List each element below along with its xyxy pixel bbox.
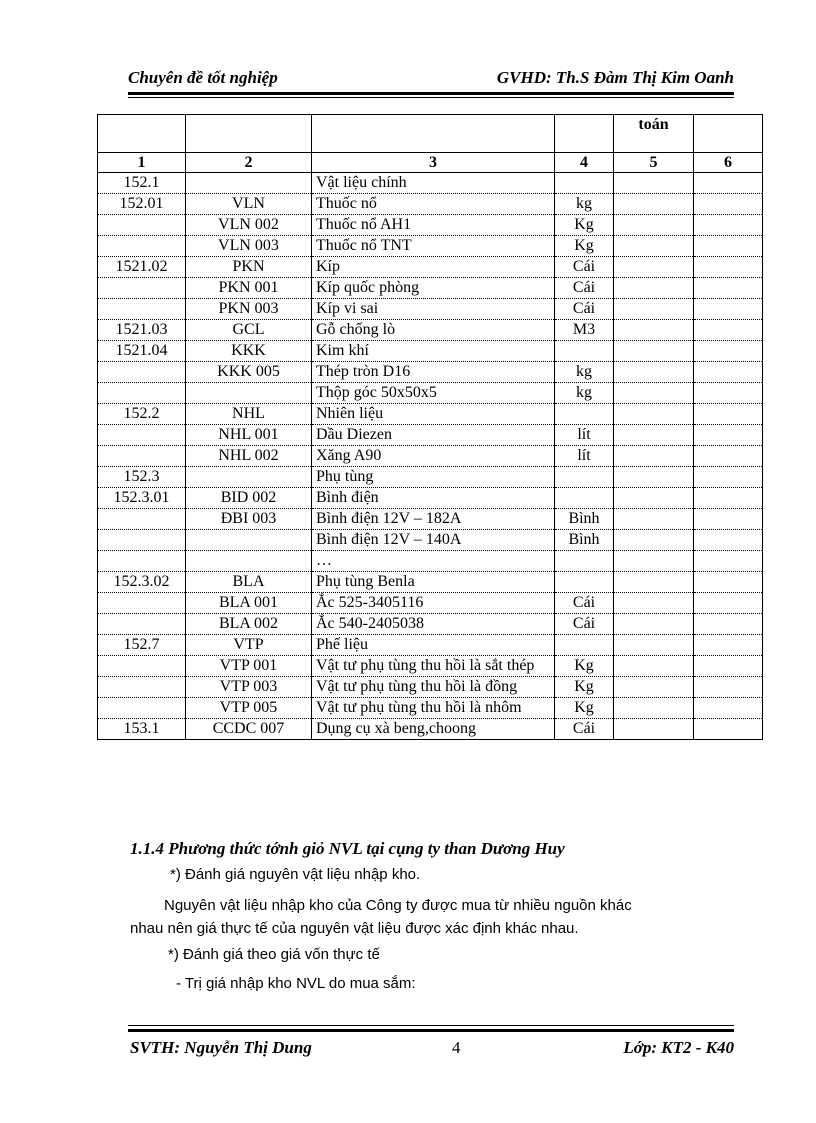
material-code-cell (186, 551, 312, 572)
material-code-cell: VLN 003 (186, 236, 312, 257)
material-name-cell: Xăng A90 (312, 446, 555, 467)
table-row (98, 257, 763, 278)
material-code-cell: PKN 003 (186, 299, 312, 320)
unit-cell (555, 551, 614, 572)
paragraph-purchase-value: - Trị giá nhập kho NVL do mua sắm: (176, 975, 416, 992)
column-number: 5 (614, 153, 694, 173)
material-name-cell: Kíp vi sai (312, 299, 555, 320)
material-name-cell: Thuốc nổ AH1 (312, 215, 555, 236)
table-row (98, 425, 763, 446)
material-name-cell: Kim khí (312, 341, 555, 362)
col-6-cell (694, 446, 763, 467)
column-number: 1 (98, 153, 186, 173)
unit-cell: Cái (555, 719, 614, 740)
unit-cell (555, 173, 614, 194)
col-5-cell (614, 677, 694, 698)
footer-rule-thin (128, 1025, 734, 1026)
account-code-cell (98, 656, 186, 677)
table-row (98, 404, 763, 425)
col-5-cell (614, 320, 694, 341)
material-name-cell: Nhiên liệu (312, 404, 555, 425)
table-row (98, 614, 763, 635)
unit-cell: Kg (555, 698, 614, 719)
materials-table (97, 114, 763, 740)
table-row (98, 719, 763, 740)
col-5-cell (614, 635, 694, 656)
col-5-cell (614, 404, 694, 425)
material-code-cell (186, 467, 312, 488)
header-title: Chuyên đề tốt nghiệp (128, 68, 278, 87)
table-row (98, 635, 763, 656)
unit-cell: kg (555, 194, 614, 215)
table-row (98, 215, 763, 236)
paragraph-actual-cost: *) Đánh giá theo giá vốn thực tế (168, 946, 380, 963)
material-name-cell: Vật tư phụ tùng thu hồi là sắt thép (312, 656, 555, 677)
col-5-cell (614, 341, 694, 362)
col-6-cell (694, 425, 763, 446)
col-6-cell (694, 341, 763, 362)
column-number: 3 (312, 153, 555, 173)
table-row (98, 341, 763, 362)
table-row (98, 467, 763, 488)
unit-cell: Kg (555, 677, 614, 698)
column-number: 2 (186, 153, 312, 173)
table-row (98, 551, 763, 572)
table-cell (98, 115, 186, 153)
material-code-cell: ĐBI 003 (186, 509, 312, 530)
table-row (98, 446, 763, 467)
table-row (98, 572, 763, 593)
col-5-cell (614, 509, 694, 530)
table-row (98, 173, 763, 194)
table-cell (186, 115, 312, 153)
material-code-cell: VLN 002 (186, 215, 312, 236)
account-code-cell: 1521.04 (98, 341, 186, 362)
col-6-cell (694, 614, 763, 635)
material-code-cell: NHL (186, 404, 312, 425)
material-name-cell: Vật liệu chính (312, 173, 555, 194)
col-5-cell (614, 614, 694, 635)
col-6-cell (694, 362, 763, 383)
material-name-cell: Kíp quốc phòng (312, 278, 555, 299)
material-name-cell: Vật tư phụ tùng thu hồi là nhôm (312, 698, 555, 719)
footer-rule-thick (128, 1029, 734, 1032)
col-5-cell (614, 656, 694, 677)
material-code-cell: VTP 003 (186, 677, 312, 698)
account-code-cell: 153.1 (98, 719, 186, 740)
material-name-cell: Gỗ chống lò (312, 320, 555, 341)
account-code-cell: 152.01 (98, 194, 186, 215)
table-cell: toán (614, 115, 694, 153)
table-row (98, 383, 763, 404)
col-5-cell (614, 698, 694, 719)
material-code-cell: BLA 001 (186, 593, 312, 614)
paragraph-import-valuation: *) Đánh giá nguyên vật liệu nhập kho. (170, 866, 421, 883)
material-code-cell: VTP (186, 635, 312, 656)
material-code-cell: VTP 005 (186, 698, 312, 719)
paragraph-body-line1: Nguyên vật liệu nhập kho của Công ty được mua từ nhiều nguồn khác (164, 897, 632, 914)
material-name-cell: Vật tư phụ tùng thu hồi là đồng (312, 677, 555, 698)
column-number: 4 (555, 153, 614, 173)
material-name-cell: Dụng cụ xà beng,choong (312, 719, 555, 740)
col-6-cell (694, 215, 763, 236)
unit-cell: Kg (555, 656, 614, 677)
page-footer (130, 1038, 734, 1062)
table-row (98, 698, 763, 719)
material-code-cell: GCL (186, 320, 312, 341)
col-5-cell (614, 446, 694, 467)
material-code-cell: NHL 001 (186, 425, 312, 446)
table-header-row (98, 115, 763, 153)
account-code-cell: 1521.03 (98, 320, 186, 341)
unit-cell: Cái (555, 614, 614, 635)
col-6-cell (694, 530, 763, 551)
account-code-cell (98, 509, 186, 530)
account-code-cell (98, 551, 186, 572)
account-code-cell: 152.3.02 (98, 572, 186, 593)
unit-cell: kg (555, 383, 614, 404)
unit-cell (555, 467, 614, 488)
material-name-cell: Thộp góc 50x50x5 (312, 383, 555, 404)
footer-student: SVTH: Nguyễn Thị Dung (130, 1038, 312, 1057)
col-5-cell (614, 278, 694, 299)
col-6-cell (694, 509, 763, 530)
material-name-cell: Dầu Diezen (312, 425, 555, 446)
account-code-cell (98, 425, 186, 446)
material-name-cell: Ắc 540-2405038 (312, 614, 555, 635)
unit-cell: Cái (555, 278, 614, 299)
account-code-cell (98, 362, 186, 383)
table-row (98, 362, 763, 383)
material-name-cell: … (312, 551, 555, 572)
unit-cell (555, 404, 614, 425)
col-6-cell (694, 551, 763, 572)
material-name-cell: Ắc 525-3405116 (312, 593, 555, 614)
material-code-cell: CCDC 007 (186, 719, 312, 740)
col-5-cell (614, 488, 694, 509)
column-number-row (98, 153, 763, 173)
account-code-cell (98, 677, 186, 698)
col-5-cell (614, 593, 694, 614)
footer-class: Lớp: KT2 - K40 (623, 1038, 734, 1057)
material-name-cell: Thuốc nổ (312, 194, 555, 215)
material-code-cell: KKK 005 (186, 362, 312, 383)
col-5-cell (614, 572, 694, 593)
account-code-cell (98, 698, 186, 719)
col-6-cell (694, 236, 763, 257)
table-row (98, 320, 763, 341)
col-6-cell (694, 299, 763, 320)
material-name-cell: Kíp (312, 257, 555, 278)
table-row (98, 194, 763, 215)
material-name-cell: Bình điện (312, 488, 555, 509)
account-code-cell (98, 383, 186, 404)
material-name-cell: Phụ tùng Benla (312, 572, 555, 593)
table-row (98, 677, 763, 698)
account-code-cell (98, 215, 186, 236)
account-code-cell (98, 299, 186, 320)
paragraph-body-line2: nhau nên giá thực tế của nguyên vật liệu được xác định khác nhau. (130, 920, 579, 937)
account-code-cell: 152.7 (98, 635, 186, 656)
unit-cell (555, 488, 614, 509)
account-code-cell (98, 278, 186, 299)
account-code-cell (98, 236, 186, 257)
col-5-cell (614, 194, 694, 215)
header-advisor: GVHD: Th.S Đàm Thị Kim Oanh (496, 68, 734, 87)
unit-cell: lít (555, 446, 614, 467)
account-code-cell (98, 593, 186, 614)
material-code-cell: BLA (186, 572, 312, 593)
material-name-cell: Thuốc nổ TNT (312, 236, 555, 257)
unit-cell (555, 572, 614, 593)
col-5-cell (614, 299, 694, 320)
col-6-cell (694, 635, 763, 656)
unit-cell: Cái (555, 593, 614, 614)
unit-cell: Cái (555, 299, 614, 320)
unit-cell: kg (555, 362, 614, 383)
unit-cell (555, 341, 614, 362)
material-code-cell: PKN 001 (186, 278, 312, 299)
material-code-cell: PKN (186, 257, 312, 278)
col-6-cell (694, 677, 763, 698)
col-5-cell (614, 467, 694, 488)
col-6-cell (694, 488, 763, 509)
column-number: 6 (694, 153, 763, 173)
table-cell (555, 115, 614, 153)
col-6-cell (694, 194, 763, 215)
table-cell (694, 115, 763, 153)
material-code-cell: BID 002 (186, 488, 312, 509)
col-6-cell (694, 383, 763, 404)
table-row (98, 278, 763, 299)
unit-cell: Bình (555, 509, 614, 530)
account-code-cell: 152.3 (98, 467, 186, 488)
material-code-cell (186, 173, 312, 194)
col-5-cell (614, 425, 694, 446)
material-code-cell: NHL 002 (186, 446, 312, 467)
unit-cell: Bình (555, 530, 614, 551)
material-code-cell: VTP 001 (186, 656, 312, 677)
col-6-cell (694, 572, 763, 593)
col-6-cell (694, 257, 763, 278)
unit-cell: lít (555, 425, 614, 446)
col-5-cell (614, 719, 694, 740)
unit-cell: Kg (555, 215, 614, 236)
table-row (98, 299, 763, 320)
section-title: 1.1.4 Phương thức tớnh giỏ NVL tại cụng ty than Dương Huy (130, 839, 565, 858)
col-6-cell (694, 467, 763, 488)
material-code-cell: VLN (186, 194, 312, 215)
material-name-cell: Phụ tùng (312, 467, 555, 488)
col-5-cell (614, 551, 694, 572)
account-code-cell: 152.2 (98, 404, 186, 425)
table-row (98, 509, 763, 530)
unit-cell (555, 635, 614, 656)
account-code-cell (98, 530, 186, 551)
table-row (98, 593, 763, 614)
account-code-cell: 1521.02 (98, 257, 186, 278)
col-6-cell (694, 593, 763, 614)
col-5-cell (614, 362, 694, 383)
col-6-cell (694, 320, 763, 341)
col-5-cell (614, 236, 694, 257)
table-row (98, 656, 763, 677)
unit-cell: M3 (555, 320, 614, 341)
col-6-cell (694, 404, 763, 425)
col-6-cell (694, 719, 763, 740)
page-header (128, 68, 734, 92)
unit-cell: Cái (555, 257, 614, 278)
account-code-cell: 152.1 (98, 173, 186, 194)
table-row (98, 488, 763, 509)
material-code-cell: BLA 002 (186, 614, 312, 635)
table-row (98, 236, 763, 257)
col-5-cell (614, 215, 694, 236)
unit-cell: Kg (555, 236, 614, 257)
table-cell (312, 115, 555, 153)
material-code-cell (186, 530, 312, 551)
col-6-cell (694, 656, 763, 677)
col-5-cell (614, 383, 694, 404)
col-6-cell (694, 173, 763, 194)
account-code-cell (98, 446, 186, 467)
material-name-cell: Phế liệu (312, 635, 555, 656)
material-code-cell (186, 383, 312, 404)
col-5-cell (614, 173, 694, 194)
material-code-cell: KKK (186, 341, 312, 362)
material-name-cell: Bình điện 12V – 182A (312, 509, 555, 530)
table-row (98, 530, 763, 551)
col-6-cell (694, 278, 763, 299)
page-number: 4 (452, 1038, 461, 1057)
col-6-cell (694, 698, 763, 719)
material-name-cell: Thép tròn D16 (312, 362, 555, 383)
account-code-cell (98, 614, 186, 635)
material-name-cell: Bình điện 12V – 140A (312, 530, 555, 551)
col-5-cell (614, 257, 694, 278)
account-code-cell: 152.3.01 (98, 488, 186, 509)
header-rule-thin (128, 97, 734, 98)
col-5-cell (614, 530, 694, 551)
header-rule-thick (128, 92, 734, 95)
